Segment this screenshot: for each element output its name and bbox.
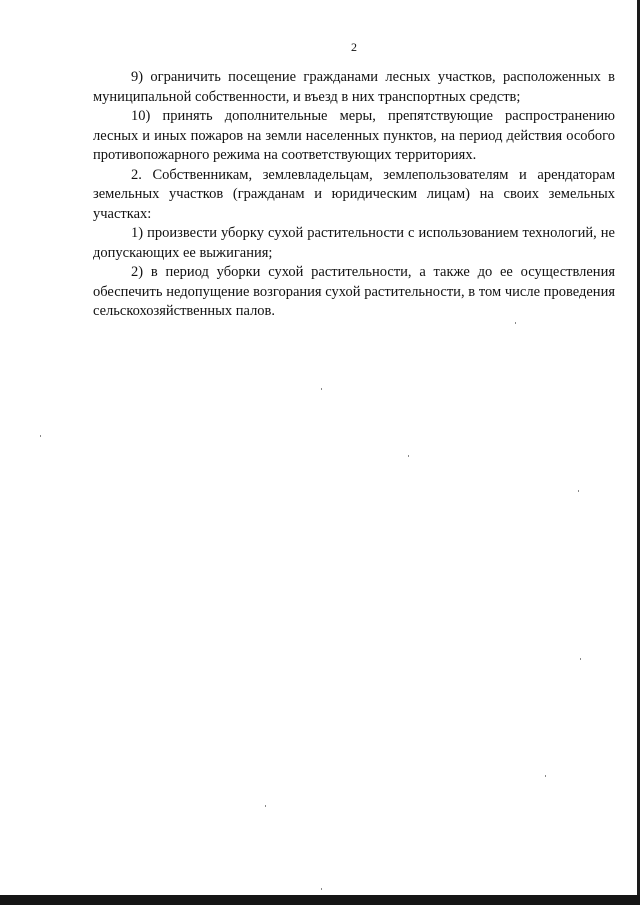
scan-edge-bottom	[0, 895, 640, 905]
document-body	[93, 68, 615, 322]
paragraph-subitem-1: 1) произвести уборку сухой растительности с использованием технологий, не допускающих ее выжигания;	[93, 225, 615, 261]
page-number: 2	[351, 40, 357, 54]
paragraph-section-2: 2. Собственникам, землевладельцам, землепользователям и арендаторам земельных участков (гражданам и юридическим лицам) на своих земельных участках:	[93, 166, 615, 222]
paragraph-item-9: 9) ограничить посещение гражданами лесных участков, расположенных в муниципальной собственности, и въезд в них транспортных средств;	[93, 69, 615, 105]
paragraph-subitem-2: 2) в период уборки сухой растительности, а также до ее осуществления обеспечить недопущение возгорания сухой растительности, в том числе проведения сельскохозяйственных палов.	[93, 264, 615, 319]
paragraph-item-10: 10) принять дополнительные меры, препятствующие распространению лесных и иных пожаров на земли населенных пунктов, на период действия особого противопожарного режима на соответствующих территориях.	[93, 108, 615, 163]
